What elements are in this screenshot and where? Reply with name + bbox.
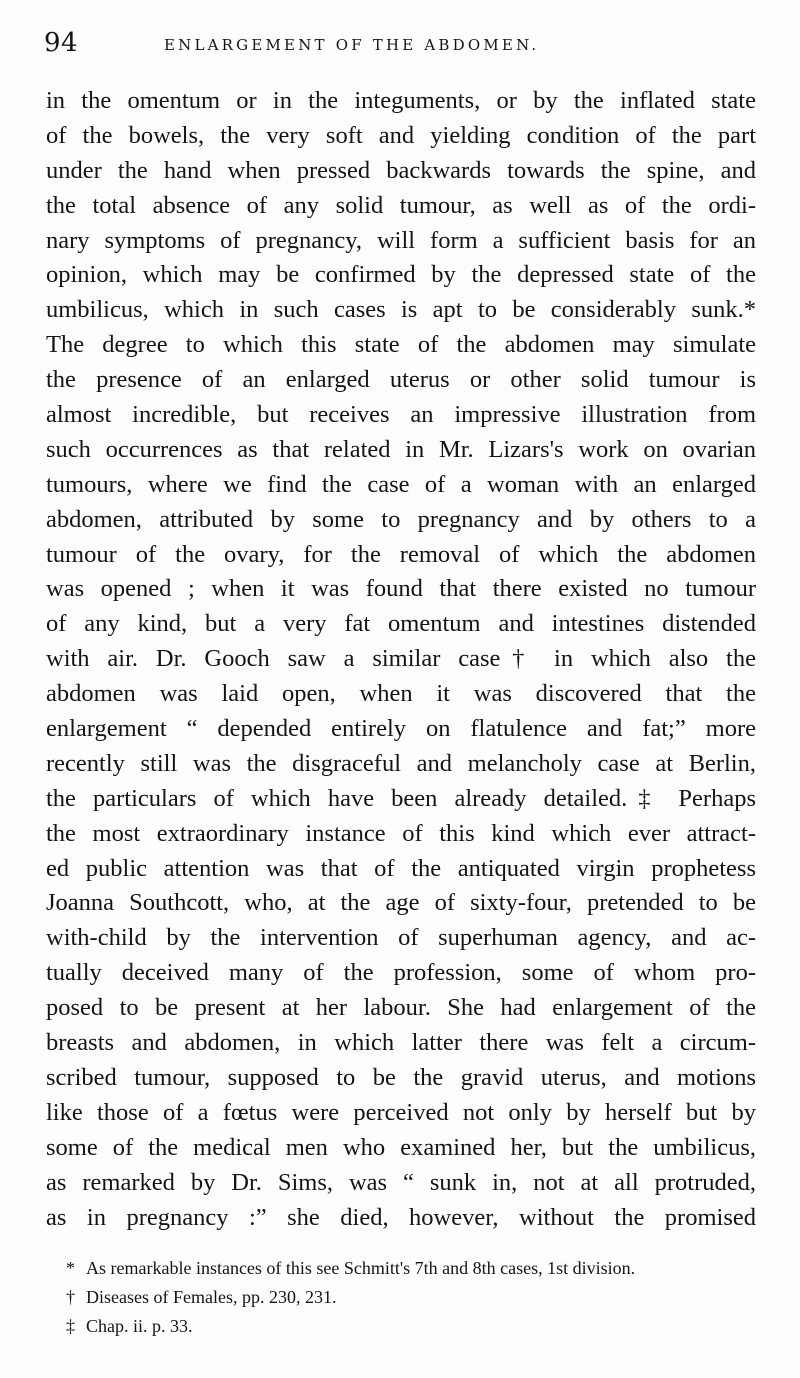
text-line: scribed tumour, supposed to be the gravid uterus, and motions	[46, 1063, 756, 1091]
footnote	[66, 1283, 766, 1312]
text-line: abdomen was laid open, when it was discovered that the	[46, 680, 756, 708]
text-line: was opened ; when it was found that there existed no tumour	[46, 575, 756, 603]
text-line: ed public attention was that of the antiquated virgin prophetess	[46, 854, 756, 882]
text-line: as in pregnancy :” she died, however, without the promised	[46, 1203, 756, 1231]
footnote-mark: *	[66, 1258, 75, 1278]
text-line: opinion, which may be confirmed by the depressed state of the	[46, 261, 756, 289]
footnotes	[66, 1254, 766, 1341]
running-title: ENLARGEMENT OF THE ABDOMEN.	[164, 36, 540, 54]
text-line: like those of a fœtus were perceived not only by herself but by	[46, 1098, 756, 1126]
footnote-text: Chap. ii. p. 33.	[86, 1316, 193, 1336]
text-line: the most extraordinary instance of this kind which ever attract-	[46, 819, 756, 847]
text-line: recently still was the disgraceful and melancholy case at Berlin,	[46, 749, 756, 777]
text-line: of any kind, but a very fat omentum and intestines distended	[46, 610, 756, 638]
page-number: 94	[44, 28, 79, 58]
text-line: The degree to which this state of the abdomen may simulate	[46, 331, 756, 359]
body-text	[46, 84, 756, 1235]
text-line: the particulars of which have been already detailed.‡ Perhaps	[46, 784, 756, 812]
text-line: enlargement “ depended entirely on flatulence and fat;” more	[46, 715, 756, 743]
text-line: Joanna Southcott, who, at the age of sixty-four, pretended to be	[46, 889, 756, 917]
footnote	[66, 1312, 766, 1341]
text-line: in the omentum or in the integuments, or by the inflated state	[46, 87, 756, 114]
footnote-mark: ‡	[66, 1316, 75, 1336]
text-line: tually deceived many of the profession, some of whom pro-	[46, 959, 756, 987]
footnote-text: Diseases of Females, pp. 230, 231.	[86, 1287, 337, 1307]
text-line: as remarked by Dr. Sims, was “ sunk in, not at all protruded,	[46, 1168, 756, 1196]
text-line: under the hand when pressed backwards towards the spine, and	[46, 156, 756, 184]
text-line: the presence of an enlarged uterus or other solid tumour is	[46, 366, 756, 394]
text-line: breasts and abdomen, in which latter there was felt a circum-	[46, 1029, 756, 1057]
text-line: such occurrences as that related in Mr. Lizars's work on ovarian	[46, 435, 756, 463]
page-header	[44, 28, 756, 64]
text-line: some of the medical men who examined her, but the umbilicus,	[46, 1133, 756, 1161]
footnote-mark: †	[66, 1287, 75, 1307]
text-line: almost incredible, but receives an impressive illustration from	[46, 401, 756, 429]
text-line: umbilicus, which in such cases is apt to be considerably sunk.*	[46, 296, 756, 324]
text-line: the total absence of any solid tumour, as well as of the ordi-	[46, 191, 756, 219]
text-line: with-child by the intervention of superhuman agency, and ac-	[46, 924, 756, 952]
text-line: nary symptoms of pregnancy, will form a sufficient basis for an	[46, 226, 756, 254]
text-line: tumours, where we find the case of a woman with an enlarged	[46, 470, 756, 498]
text-line: tumour of the ovary, for the removal of which the abdomen	[46, 540, 756, 568]
footnote-text: As remarkable instances of this see Schmitt's 7th and 8th cases, 1st division.	[86, 1258, 636, 1278]
text-line: abdomen, attributed by some to pregnancy and by others to a	[46, 505, 756, 533]
text-line: posed to be present at her labour. She had enlargement of the	[46, 994, 756, 1022]
footnote	[66, 1254, 766, 1283]
text-line: with air. Dr. Gooch saw a similar case† in which also the	[46, 645, 756, 673]
text-line: of the bowels, the very soft and yielding condition of the part	[46, 121, 756, 149]
